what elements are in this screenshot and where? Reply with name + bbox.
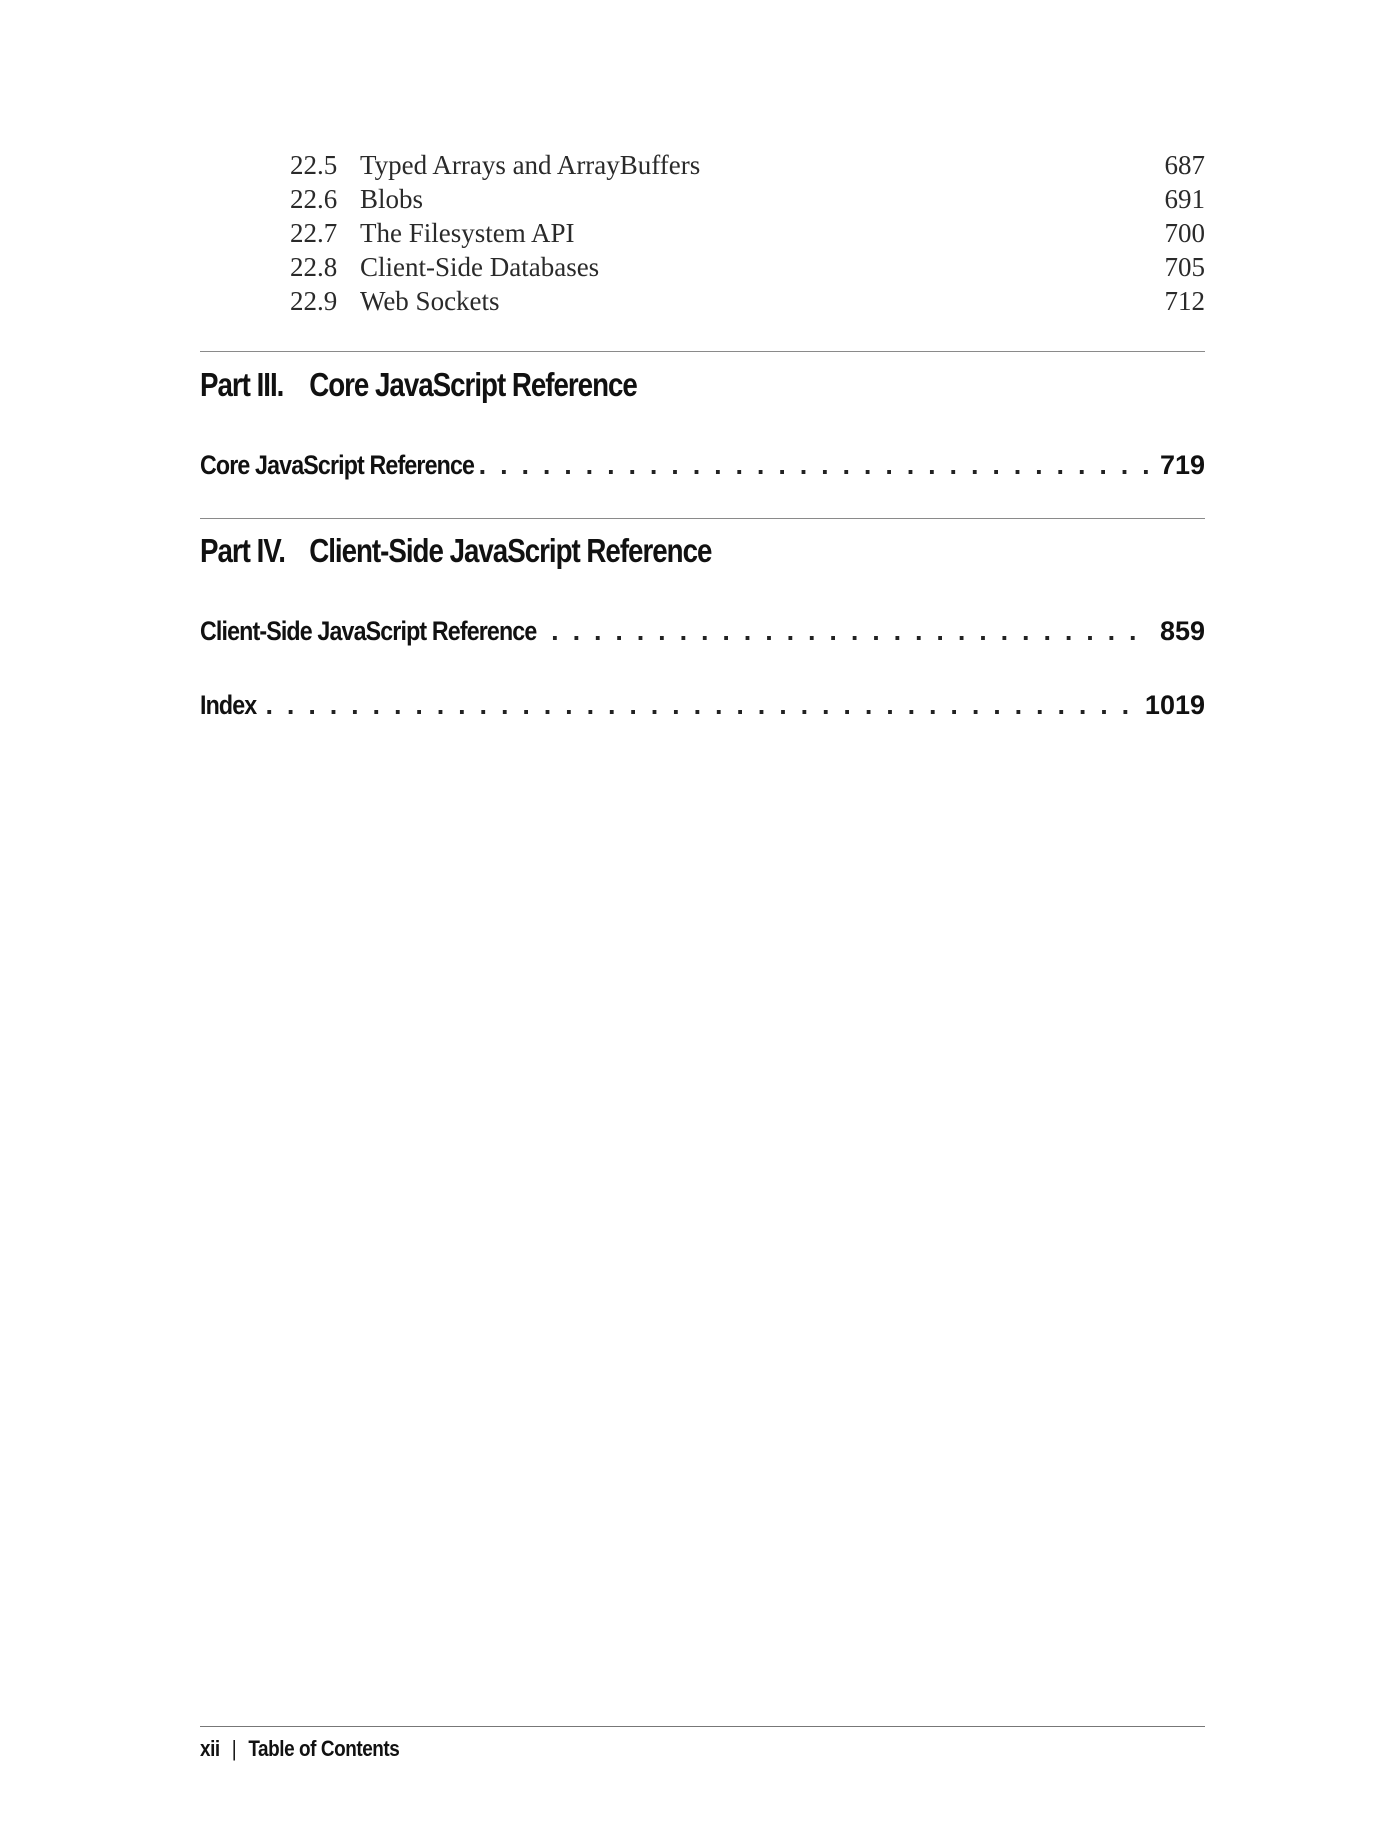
toc-section-row[interactable]: [290, 150, 1205, 184]
page-footer: [200, 1736, 399, 1762]
chapter-title: Client-Side JavaScript Reference: [200, 616, 537, 646]
section-title: Blobs: [360, 184, 424, 214]
chapter-title: Core JavaScript Reference: [200, 450, 475, 480]
part-heading: [200, 532, 711, 570]
footer-divider: [200, 1726, 1205, 1727]
toc-chapter-entry[interactable]: [200, 616, 1205, 647]
footer-page-number: xii: [200, 1736, 220, 1761]
section-title: The Filesystem API: [360, 218, 575, 248]
section-number: 22.7: [290, 218, 338, 248]
section-page-number: 705: [1164, 252, 1205, 282]
dot-leader: [266, 690, 1137, 721]
footer-running-title: Table of Contents: [248, 1736, 400, 1761]
part-divider: [200, 518, 1205, 519]
index-title: Index: [200, 690, 257, 720]
section-title: Web Sockets: [360, 286, 500, 316]
section-number: 22.9: [290, 286, 338, 316]
toc-section-row[interactable]: [290, 286, 1205, 320]
toc-section-row[interactable]: [290, 184, 1205, 218]
section-page-number: 691: [1164, 184, 1205, 214]
section-page-number: 687: [1164, 150, 1205, 180]
toc-page: [200, 0, 1205, 1838]
toc-section-row[interactable]: [290, 218, 1205, 252]
part-divider: [200, 351, 1205, 352]
section-title: Client-Side Databases: [360, 252, 600, 282]
part-title: Core JavaScript Reference: [309, 366, 637, 403]
part-label: Part IV.: [200, 532, 285, 569]
part-title: Client-Side JavaScript Reference: [309, 532, 712, 569]
part-label: Part III.: [200, 366, 284, 403]
section-list: [290, 150, 1205, 320]
chapter-page-number: 859: [1159, 616, 1205, 646]
dot-leader: [551, 616, 1152, 647]
toc-index-entry[interactable]: [200, 690, 1205, 721]
section-page-number: 712: [1164, 286, 1205, 316]
dot-leader: [479, 450, 1152, 481]
part-heading: [200, 366, 637, 404]
section-number: 22.5: [290, 150, 338, 180]
section-title: Typed Arrays and ArrayBuffers: [360, 150, 701, 180]
toc-chapter-entry[interactable]: [200, 450, 1205, 481]
chapter-page-number: 719: [1159, 450, 1205, 480]
index-page-number: 1019: [1144, 690, 1205, 720]
section-number: 22.8: [290, 252, 338, 282]
section-number: 22.6: [290, 184, 338, 214]
toc-section-row[interactable]: [290, 252, 1205, 286]
footer-separator: |: [231, 1736, 237, 1761]
section-page-number: 700: [1164, 218, 1205, 248]
